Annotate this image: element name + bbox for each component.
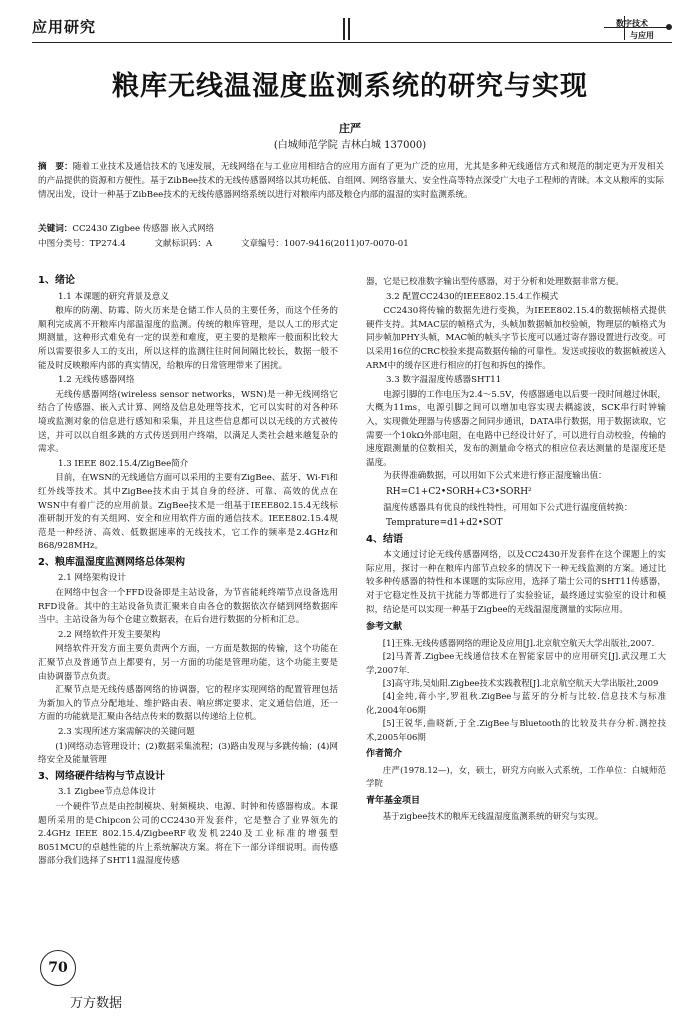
temperature-formula: Temprature=d1+d2•SOT <box>386 518 503 529</box>
subsection-heading: 3.3 数字温湿度传感器SHT11 <box>386 375 502 386</box>
subsection-heading: 1.2 无线传感器网络 <box>58 375 135 386</box>
subsection-heading: 1.3 IEEE 802.15.4/ZigBee简介 <box>58 458 189 469</box>
left-column <box>38 272 338 869</box>
keywords <box>38 222 214 234</box>
doc-code: 文献标识码：A <box>154 239 213 249</box>
class-number: 中图分类号：TP274.4 <box>38 239 126 249</box>
right-column <box>366 276 666 824</box>
keywords-text: CC2430 Zigbee 传感器 嵌入式网络 <box>72 224 215 234</box>
paragraph: 粮库的防潮、防霉、防火历来是仓储工作人员的主要任务，而这个任务的顺利完成离不开粮库内部温湿度的监测。传统的粮库管理，是以人工的形式定期测量，这种形式难免有一定的误差和难度，更主要的是粮库一般面积比较大所以需要很多人工的支出，所以这样的监测往往时间间隔比较长，数据一般不能及时反映粮库内部的真实情况，给粮库的日常管理带来了困扰。 <box>38 306 338 371</box>
journal-logo-top: 数字技术 <box>616 18 648 28</box>
paragraph: CC2430将传输的数据先进行变换，为IEEE802.15.4的数据帧格式提供硬件支持。其MAC层的帧格式为，头帧加数据帧加校验帧，物理层的帧格式为同步帧加PHY头帧，MAC帧的帧头字节长度可以通过寄存器设置进行改变。可以采用16位的CRC校验来提高数据传输的可靠性。发送或接收的数据帧被送入ARM中的缓存区进行相应的打包和拆包的操作。 <box>366 306 666 371</box>
paragraph: 在网络中包含一个FFD设备即是主站设备，为节省能耗终端节点设备选用RFD设备。其中的主站设备负责汇聚来自由各仓的数据依次存储到网络数据库当中。主站设备为每个仓建立数据表，在后台进行数据的分析和汇总。 <box>38 588 338 626</box>
paragraph: 本文通过讨论无线传感器网络，以及CC2430开发套件在这个课题上的实际应用，探讨一种在粮库内部节点较多的情况下一种无线监测的方案。通过比较多种传感器的特性和本课题的实际应用，选择了瑞士公司的SHT11传感器，对于它稳定性及抗干扰能力等都进行了实验验证，最终通过实验室的设计和模拟，结论是可以实现一种基于Zigbee的无线温湿度测量的实际应用。 <box>366 550 666 615</box>
subsection-heading: 2.1 网络架构设计 <box>58 573 126 584</box>
section-heading: 4、结语 <box>366 533 403 545</box>
paragraph: 目前，在WSN的无线通信方面可以采用的主要有ZigBee、蓝牙、Wi-Fi和红外线等技术。其中ZigBee技术由于其自身的经济、可靠、高效的优点在WSN中有着广泛的应用前景。ZigBee技术是一组基于IEEE802.15.4无线标准研制开发的有关组网、安全和应用软件方面的通信技术。IEEE802.15.4规范是一种经济、高效、低数据速率的无线技术，它工作的频率是2.4GHz和868/928MHz。 <box>38 473 338 552</box>
subsection-heading: 3.2 配置CC2430的IEEE802.15.4工作模式 <box>386 291 559 302</box>
paragraph: 器，它是已校准数字输出型传感器，对于分析和处理数据非常方便。 <box>366 277 624 287</box>
subsection-heading: 1.1 本课题的研究背景及意义 <box>58 291 169 302</box>
reference-item: [2]马菁菁.Zigbee无线通信技术在智能家居中的应用研究[J].武汉理工大学,2007年. <box>366 651 666 675</box>
references-heading: 参考文献 <box>366 622 403 633</box>
subsection-heading: 2.3 实现所述方案需解决的关键问题 <box>58 727 195 737</box>
author-intro-heading: 作者简介 <box>366 749 403 760</box>
paragraph: 无线传感器网络(wireless sensor networks，WSN)是一种无线网络它结合了传感器、嵌入式计算、网络及信息处理等技术，它可以实时的对各种环境或监测对象的信息进行感知和采集，并且这些信息都可以以无线的方式被传送，并可以以自组多跳的方式传送到用户终端，以满足人类社会越来越复杂的需求。 <box>38 389 338 455</box>
subsection-heading: 2.2 网络软件开发主要架构 <box>58 629 161 640</box>
reference-item: [3]高守玮,吴灿阳.Zigbee技术实践教程[J].北京航空航天大学出版社,2009 <box>382 678 659 689</box>
paragraph: 网络软件开发方面主要负责两个方面，一方面是数据的传输，这个功能在汇聚节点及普通节点上都要有，另一方面的功能是管理功能，这个功能主要是由协调器节点负责。 <box>38 644 338 682</box>
reference-item: [4]金纯,蒋小宇,罗祖秋.ZigBee与蓝牙的分析与比较.信息技术与标准化,2004年06期 <box>366 691 666 715</box>
paragraph: 一个硬件节点是由控制模块、射频模块、电源、时钟和传感器构成。本课题所采用的是Chipcon公司的CC2430开发套件，它是整合了业界领先的2.4GHz IEEE 802.15.4/ZigbeeRF收发机2240及工业标准的增强型8051MCU的卓越性能的片上系统解决方案。将在下一部分详细说明。而传感器部分我们选择了SHT11温湿度传感 <box>38 801 338 867</box>
reference-item: [1]王殊.无线传感器网络的理论及应用[J].北京航空航天大学出版社,2007. <box>382 637 655 648</box>
footer-brand: 万方数据 <box>70 996 123 1011</box>
reference-item: [5]王锐华,曲晓新,于全.ZigBee与Bluetooth的比较及共存分析.测控技术,2005年06期 <box>366 718 666 742</box>
header-rule <box>32 42 672 43</box>
header-divider-bars <box>343 18 355 40</box>
section-heading: 3、网络硬件结构与节点设计 <box>38 770 165 782</box>
abstract-text: 随着工业技术及通信技术的飞速发展，无线网络在与工业应用相结合的应用方面有了更为广泛的应用，尤其是多种无线通信方式和规范的制定更为开发相关的产品提供的资源和方便性。基于ZibBee技术的无线传感器网络以其功耗低、自组网、网络容量大、安全性高等特点深受广大电子工程师的青睐。本文从粮库的实际情况出发，设计一种基于ZibBee技术的无线传感器网络系统以进行对粮库内部及粮仓内部的温湿的实时监测系统。 <box>38 162 664 200</box>
paragraph: 温度传感器具有优良的线性特性，可用如下公式进行温度值转换： <box>383 502 633 513</box>
subsection-heading: 3.1 Zigbee节点总体设计 <box>58 787 156 798</box>
article-affiliation: (白城师范学院 吉林白城 137000) <box>273 140 427 151</box>
abstract <box>38 160 664 202</box>
classification-line <box>38 237 664 249</box>
paragraph: 电源引脚的工作电压为2.4～5.5V，传感器通电以后要一段时间越过休眠，大概为11ms，电源引脚之间可以增加电容实现去耦滤波，SCK串行时钟输入，实现微处理器与传感器之间同步通讯，DATA串行数据，用于数据读取，它需要一个10kΩ外部电阻，在电路中已经设计好了，可以进行自动校验，传输的速度跟测量的位数相关，发布的测量命令格式的相应位表达测量的是湿度还是温度。 <box>366 389 666 468</box>
paragraph: 汇聚节点是无线传感器网络的协调器，它的程序实现网络的配置管理包括为新加入的节点分配地址、维护路由表、响应绑定要求、定义通信信道，还一方面的功能就是汇聚由各结点传来的数据以传递给上位机。 <box>38 685 338 723</box>
paragraph: 为获得准确数据，可以用如下公式来进行修正湿度输出值： <box>383 471 607 482</box>
article-title: 粮库无线温湿度监测系统的研究与实现 <box>112 71 588 102</box>
fund-text: 基于zigbee技术的粮库无线温湿度监测系统的研究与实现。 <box>382 811 604 822</box>
article-id: 文章编号：1007-9416(2011)07-0070-01 <box>240 239 409 249</box>
section-heading: 2、粮库温湿度监测网络总体架构 <box>38 556 185 568</box>
fund-heading: 青年基金项目 <box>366 795 421 806</box>
section-label: 应用研究 <box>32 18 97 36</box>
humidity-formula: RH=C1+C2•SORH+C3•SORH² <box>386 486 532 497</box>
keywords-label: 关键词： <box>38 224 73 234</box>
paragraph: (1)网络动态管理设计；(2)数据采集流程；(3)路由发现与多跳传输；(4)网络安全及能量管理 <box>38 741 338 766</box>
page-number: 70 <box>40 950 76 986</box>
abstract-label: 摘 要： <box>38 162 73 172</box>
journal-logo-bottom: 与应用 <box>630 30 654 40</box>
article-author: 庄严 <box>339 122 361 135</box>
section-heading: 1、绪论 <box>38 275 75 286</box>
author-intro: 庄严(1978.12—)，女，硕士，研究方向嵌入式系统，工作单位：白城师范学院 <box>366 764 666 789</box>
